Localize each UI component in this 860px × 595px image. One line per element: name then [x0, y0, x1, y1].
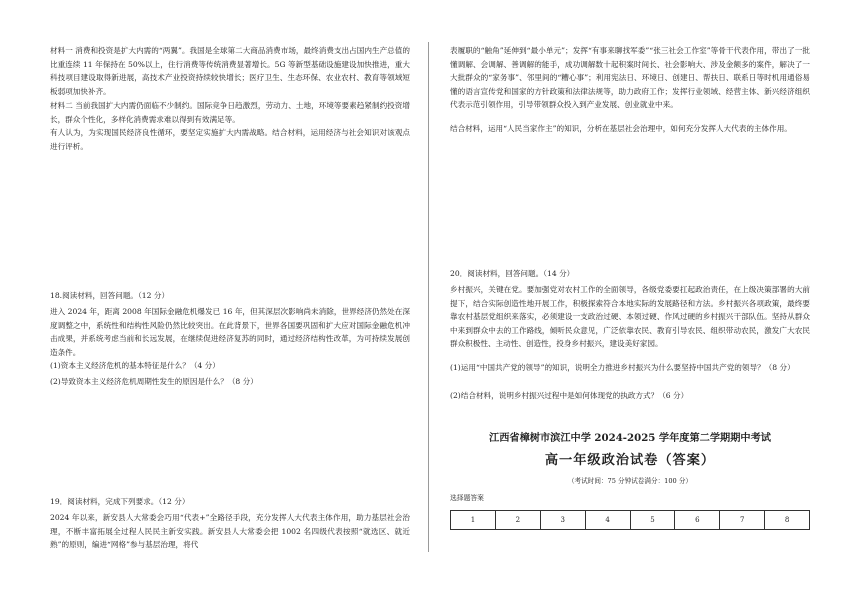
- answer-table: [450, 510, 810, 530]
- answer-number-cell: 1: [451, 511, 496, 530]
- answer-table-wrapper: [450, 510, 810, 530]
- exam-title: 江西省樟树市滨江中学 2024-2025 学年度第二学期期中考试: [489, 432, 771, 444]
- question-19-heading: 19．阅读材料，完成下列要求。（12 分）: [50, 497, 190, 506]
- question-20-part-2: (2)结合材料，说明乡村振兴过程中是如何体现党的执政方式？（6 分）: [450, 391, 689, 400]
- question-17-prompt: 有人认为，为实现国民经济良性循环，要坚定实施扩大内需战略。结合材料，运用经济与社会知识对该观点进行评析。: [50, 128, 410, 151]
- question-19-material: 2024 年以来，新安县人大常委会巧用“代表+”全路径手段，充分发挥人大代表主体作用，助力基层社会治理，不断丰富拓展全过程人民民主新安实践。新安县人大常委会把 1002 名四级代表按照“就选区、就近熟”的原则，编进“网格”参与基层治理，将代: [50, 513, 410, 550]
- material-two-paragraph: 材料二 当前我国扩大内需仍面临不少制约。国际竞争日趋激烈，劳动力、土地，环境等要素趋紧制约投资增长，群众个性化，多样化消费需求难以得到有效满足等。: [50, 101, 410, 124]
- answer-label: 选择题答案: [450, 494, 484, 502]
- answer-number-cell: 6: [675, 511, 720, 530]
- answer-number-cell: 7: [720, 511, 765, 530]
- exam-subtitle: 高一年级政治试卷（答案）: [544, 453, 716, 468]
- question-20-material: 乡村振兴，关键在党。要加强党对农村工作的全面领导，各级党委要扛起政治责任，在上级决策部署的大前提下，结合实际创造性地开展工作，积极探索符合本地实际的发展路径和方法。乡村振兴各项政策，最终要靠农村基层党组织来落实，必须建设一支政治过硬、本领过硬、作风过硬的乡村振兴干部队伍。坚持从群众中来到群众中去的工作路线，倾听民众意见，广泛依靠农民、教育引导农民、组织带动农民，激发广大农民群众积极性、主动性、创造性，投身乡村振兴，建设美好家园。: [450, 285, 810, 349]
- material-one-paragraph: 材料一 消费和投资是扩大内需的“两翼”。我国是全球第二大商品消费市场，最终消费支出占国内生产总值的比重连续 11 年保持在 50%以上，住行消费等传统消费显著增长。5G 等新型基础设施建设加快推进，重大科技项目建设取得新进展，高技术产业投资持续较快增长；医疗卫生、生态环保、农业农村、教育等领域短板弱项加快补齐。: [50, 46, 410, 96]
- answer-number-cell: 2: [495, 511, 540, 530]
- question-18-part-1: (1)资本主义经济危机的基本特征是什么？（4 分）: [50, 361, 220, 370]
- question-18-part-2: (2)导致资本主义经济危机周期性发生的原因是什么？（8 分）: [50, 377, 258, 386]
- answer-number-cell: 8: [765, 511, 810, 530]
- question-20-part-1: (1)运用“中国共产党的领导”的知识，说明全力推进乡村振兴为什么要坚持中国共产党的领导？（8 分）: [450, 363, 795, 372]
- exam-meta: （考试时间：75 分钟试卷满分：100 分）: [567, 477, 693, 485]
- question-20-heading: 20．阅读材料，回答问题。（14 分）: [450, 269, 575, 278]
- question-19-prompt: 结合材料，运用“人民当家作主”的知识，分析在基层社会治理中，如何充分发挥人大代表的主体作用。: [450, 124, 792, 133]
- question-18-material: 进入 2024 年，距离 2008 年国际金融危机爆发已 16 年，但其深层次影响尚未消除，世界经济仍然处在深度调整之中，系统性和结构性风险仍然比较突出。在此背景下，世界各国要巩固和扩大应对国际金融危机冲击成果，并系统考虑当前和长远发展，在继续促进经济复苏的同时，通过经济结构性改革，为可持续发展创造条件。: [50, 307, 410, 357]
- question-18-heading: 18.阅读材料，回答问题。（12 分）: [50, 291, 170, 300]
- question-19-material-continued: 表履职的“触角”延伸到“最小单元”；发挥“有事来聊找军委”“张三社会工作室”等骨干代表作用，带出了一批懂调解、会调解、善调解的能手，成功调解数十起积案时间长、社会影响大、涉及金额多的案件，解决了一大批群众的“家务事”、邻里间的“糟心事”；利用宪法日、环境日、创建日、帮扶日、联系日等时机用通俗易懂的语言宣传党和国家的方针政策和法律法规等，助力政府工作；发挥行业领域、经营主体、新兴经济组织代表示范引领作用，引导带领群众投入到产业发展、创业就业中来。: [450, 46, 810, 110]
- answer-number-cell: 5: [630, 511, 675, 530]
- answer-number-cell: 4: [585, 511, 630, 530]
- answer-table-row: [451, 511, 810, 530]
- column-divider: [428, 42, 429, 552]
- answer-number-cell: 3: [540, 511, 585, 530]
